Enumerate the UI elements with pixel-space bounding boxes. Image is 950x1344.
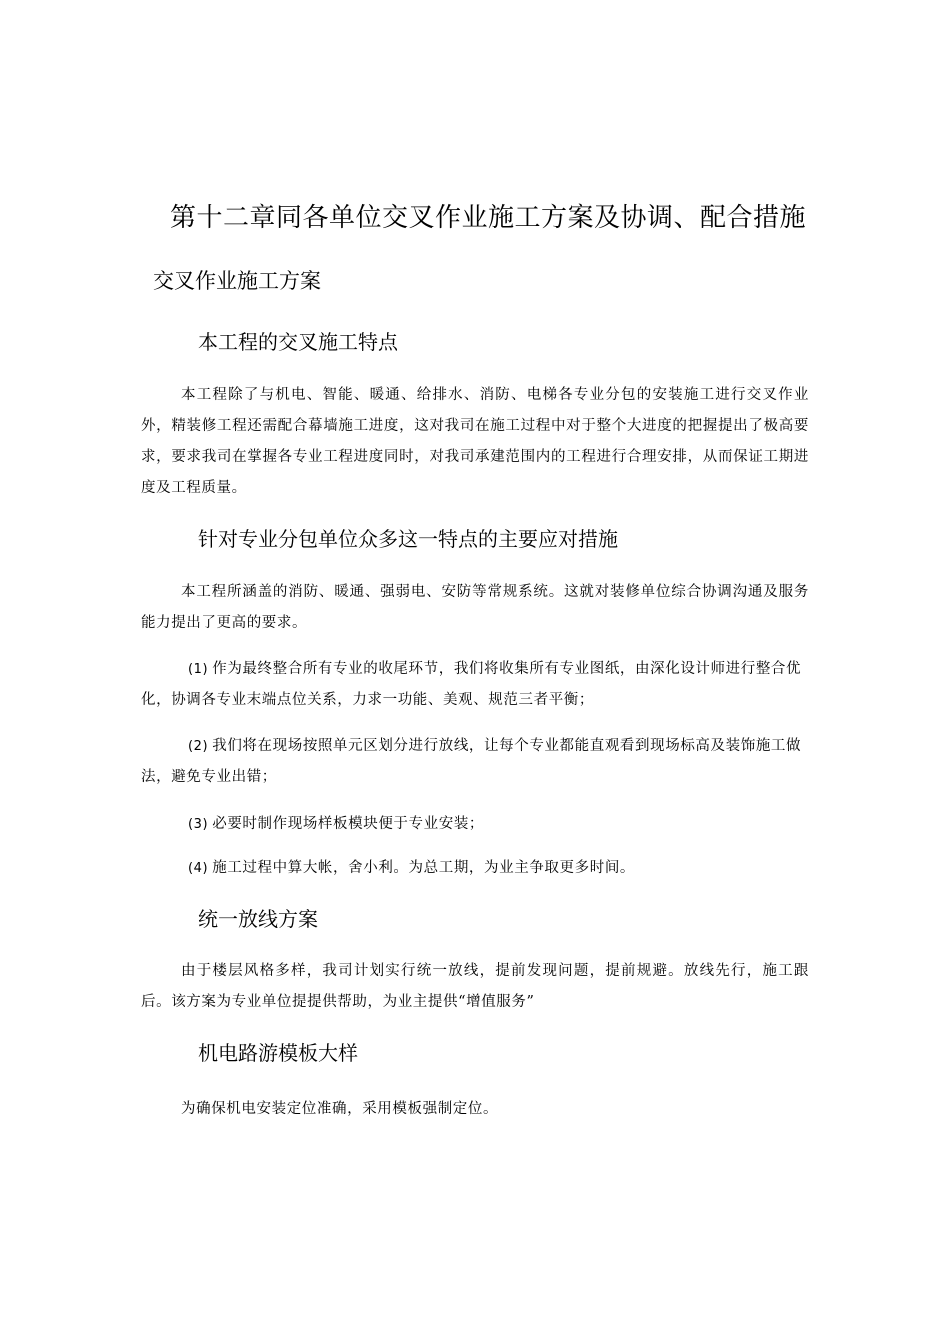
subsection-heading: 本工程的交叉施工特点 bbox=[198, 330, 398, 354]
list-item-text: 我们将在现场按照单元区划分进行放线，让每个专业都能直观看到现场标高及装饰施工做法，避免专业出错； bbox=[141, 738, 802, 785]
list-item-number: (4) bbox=[188, 861, 209, 876]
section-title: 交叉作业施工方案 bbox=[153, 269, 321, 293]
paragraph: 由于楼层风格多样，我司计划实行统一放线，提前发现问题，提前规避。放线先行，施工跟后。该方案为专业单位提提供帮助，为业主提供“增值服务” bbox=[141, 963, 809, 1010]
list-item bbox=[141, 809, 809, 840]
list-item-text: 作为最终整合所有专业的收尾环节，我们将收集所有专业图纸，由深化设计师进行整合优化，协调各专业末端点位关系，力求一功能、美观、规范三者平衡； bbox=[141, 661, 802, 708]
paragraph: 为确保机电安装定位准确，采用模板强制定位。 bbox=[181, 1101, 499, 1117]
list-item-number: (3) bbox=[188, 817, 209, 832]
subsection-heading: 统一放线方案 bbox=[198, 907, 318, 931]
list-item bbox=[141, 731, 809, 793]
paragraph: 本工程除了与机电、智能、暖通、给排水、消防、电梯各专业分包的安装施工进行交叉作业外，精装修工程还需配合幕墙施工进度，这对我司在施工过程中对于整个大进度的把握提出了极高要求，要求我司在掌握各专业工程进度同时，对我司承建范围内的工程进行合理安排，从而保证工期进度及工程质量。 bbox=[141, 387, 809, 496]
list-item-number: (2) bbox=[188, 739, 209, 754]
subsection-heading: 机电路游模板大样 bbox=[198, 1041, 358, 1065]
list-item-text: 施工过程中算大帐，舍小利。为总工期，为业主争取更多时间。 bbox=[212, 860, 636, 876]
list-item-text: 必要时制作现场样板模块便于专业安装； bbox=[212, 816, 485, 832]
paragraph: 本工程所涵盖的消防、暖通、强弱电、安防等常规系统。这就对装修单位综合协调沟通及服务能力提出了更高的要求。 bbox=[141, 584, 809, 631]
chapter-title: 第十二章同各单位交叉作业施工方案及协调、配合措施 bbox=[170, 203, 807, 233]
list-item-number: (1) bbox=[188, 662, 209, 677]
list-item bbox=[141, 853, 809, 884]
subsection-heading: 针对专业分包单位众多这一特点的主要应对措施 bbox=[198, 527, 618, 551]
list-item bbox=[141, 654, 809, 716]
